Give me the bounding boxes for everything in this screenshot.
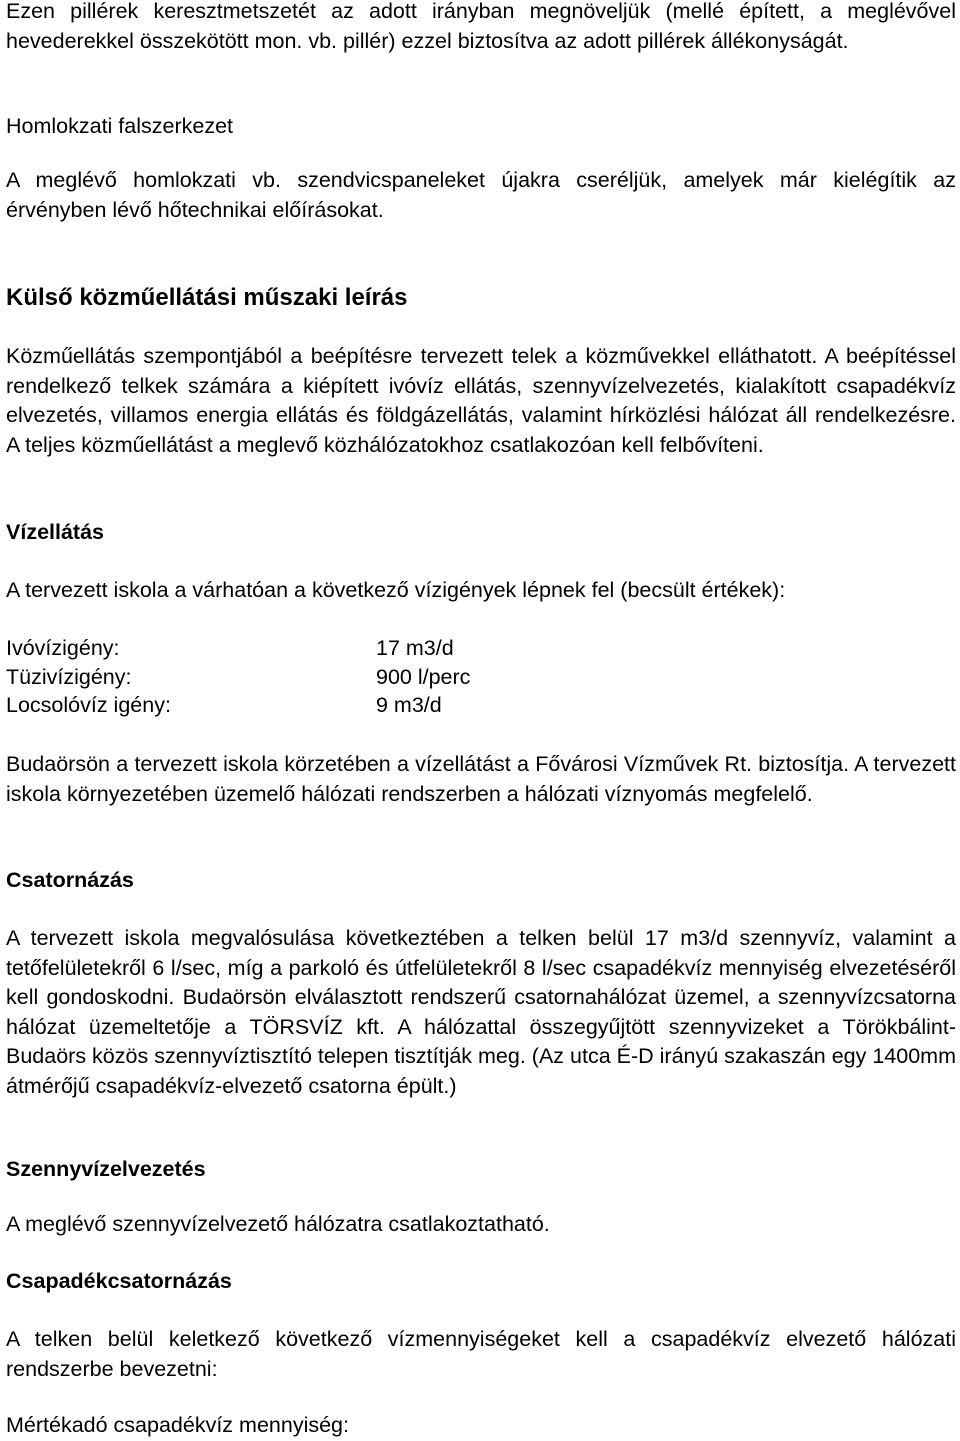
intro-paragraph: Ezen pillérek keresztmetszetét az adott irányban megnöveljük (mellé épített, a meglévővel hevederekkel összekötött mon. vb. pillér) ezzel biztosítva az adott pillérek állékonyságát. <box>6 0 956 53</box>
demand-value: 9 m3/d <box>376 693 442 717</box>
facade-paragraph: A meglévő homlokzati vb. szendvicspaneleket újakra cseréljük, amelyek már kielégítik az érvényben lévő hőtechnikai előírásokat. <box>6 168 956 222</box>
storm-heading: Csapadékcsatornázás <box>6 1269 232 1293</box>
table-row <box>6 691 470 720</box>
water-paragraph: Budaörsön a tervezett iskola körzetében a vízellátást a Fővárosi Vízművek Rt. biztosítja. A tervezett iskola környezetében üzemelő hálózati rendszerben a hálózati víznyomás megfelelő. <box>6 752 956 806</box>
demand-value: 900 l/perc <box>376 664 471 689</box>
demand-label: Ivóvízigény: <box>6 636 120 660</box>
sewer-paragraph: A tervezett iskola megvalósulása következtében a telken belül 17 m3/d szennyvíz, valamint a tetőfelületekről 6 l/sec, míg a parkoló és útfelületekről 8 l/sec csapadékvíz mennyiség elvezetéséről kell gondoskodni. Budaörsön elválasztott rendszerű csatornahálózat üzemel, a szennyvízcsatorna hálózat üzemeltetője a TÖRSVÍZ kft. A hálózattal összegyűjtött szennyvizeket a Törökbálint-Budaörs közös szennyvíztisztító telepen tisztítják meg. (Az utca É-D irányú szakaszán egy 1400mm átmérőjű csapadékvíz-elvezető csatorna épült.) <box>6 926 956 1098</box>
wastewater-paragraph: A meglévő szennyvízelvezető hálózatra csatlakoztatható. <box>6 1212 550 1236</box>
water-heading: Vízellátás <box>6 520 104 544</box>
utility-heading: Külső közműellátási műszaki leírás <box>6 284 408 311</box>
demand-label: Locsolóvíz igény: <box>6 693 171 717</box>
water-demand-table <box>6 634 470 720</box>
utility-paragraph: Közműellátás szempontjából a beépítésre tervezett telek a közművekkel elláthatott. A beépítéssel rendelkező telkek számára a kiépített ivóvíz ellátás, szennyvízelvezetés, kialakított csapadékvíz elvezetés, villamos energia ellátás és földgázellátás, valamint hírközlési hálózat áll rendelkezésre. A teljes közműellátást a meglevő közhálózatokhoz csatlakozóan kell felbővíteni. <box>6 344 956 457</box>
table-row <box>6 663 470 692</box>
storm-last-line: Mértékadó csapadékvíz mennyiség: <box>6 1413 349 1437</box>
sewer-heading: Csatornázás <box>6 868 134 892</box>
water-intro: A tervezett iskola a várhatóan a következő vízigények lépnek fel (becsült értékek): <box>6 578 786 602</box>
wastewater-heading: Szennyvízelvezetés <box>6 1157 206 1181</box>
table-row <box>6 634 470 663</box>
facade-heading: Homlokzati falszerkezet <box>6 114 234 138</box>
storm-paragraph: A telken belül keletkező következő vízmennyiségeket kell a csapadékvíz elvezető hálózati rendszerbe bevezetni: <box>6 1327 956 1381</box>
demand-label: Tüzivízigény: <box>6 664 132 689</box>
demand-value: 17 m3/d <box>376 636 454 660</box>
